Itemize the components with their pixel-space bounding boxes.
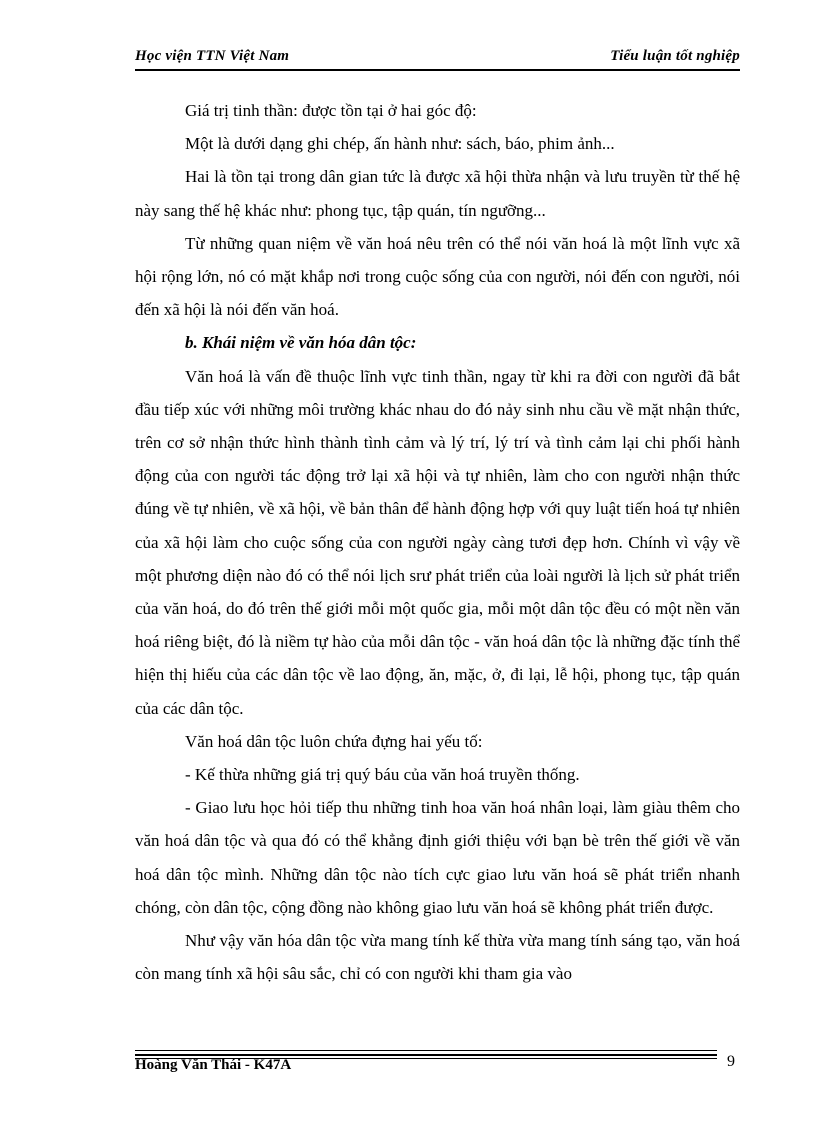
paragraph-8: - Giao lưu học hỏi tiếp thu những tinh hoa văn hoá nhân loại, làm giàu thêm cho văn hoá dân tộc và qua đó có thể khẳng định giới thiệu với bạn bè trên thế giới về văn hoá dân tộc mình. Những dân tộc nào tích cực giao lưu văn hoá sẽ phát triển nhanh chóng, còn dân tộc, cộng đồng nào không giao lưu văn hoá sẽ không phát triển được. (135, 798, 740, 917)
section-heading-b: b. Khái niệm về văn hóa dân tộc: (185, 333, 417, 353)
footer-author: Hoàng Văn Thái - K47A (135, 1057, 292, 1073)
paragraph-6: Văn hoá dân tộc luôn chứa đựng hai yếu tố: (185, 731, 483, 751)
paragraph-5: Văn hoá là vấn đề thuộc lĩnh vực tinh thần, ngay từ khi ra đời con người đã bắt đầu tiếp xúc với những môi trường khác nhau do đó nảy sinh nhu cầu về mặt nhận thức, trên cơ sở nhận thức hình thành tình cảm và lý trí, lý trí và tình cảm lại chi phối hành động của con người tác động trở lại xã hội và tự nhiên, làm cho con người nhận thức đúng về tự nhiên, về xã hội, về bản thân để hành động hợp với quy luật tiến hoá tự nhiên của xã hội làm cho cuộc sống của con người ngày càng tươi đẹp hơn. Chính vì vậy về một phương diện nào đó có thể nói lịch srư phát triển của loài người là lịch sử phát triển của văn hoá, do đó trên thế giới mỗi một quốc gia, mỗi một dân tộc đều có một nền văn hoá riêng biệt, đó là niềm tự hào của mỗi dân tộc - văn hoá dân tộc là những đặc tính thể hiện thị hiếu của các dân tộc về lao động, ăn, mặc, ở, đi lại, lễ hội, phong tục, tập quán của các dân tộc. (135, 366, 740, 718)
header-institution: Học viện TTN Việt Nam (135, 48, 290, 64)
paragraph-2: Một là dưới dạng ghi chép, ấn hành như: sách, báo, phim ảnh... (185, 134, 615, 154)
paragraph-4: Từ những quan niệm về văn hoá nêu trên có thể nói văn hoá là một lĩnh vực xã hội rộng lớn, nó có mặt khắp nơi trong cuộc sống của con người, nói đến con người, nói đến xã hội là nói đến văn hoá. (135, 233, 740, 320)
page-number: 9 (727, 1053, 735, 1070)
paragraph-7: - Kế thừa những giá trị quý báu của văn hoá truyền thống. (185, 765, 580, 785)
page-body (135, 94, 740, 990)
page-header (135, 48, 740, 70)
paragraph-3: Hai là tồn tại trong dân gian tức là được xã hội thừa nhận và lưu truyền từ thế hệ này sang thế hệ khác như: phong tục, tập quán, tín ngưỡng... (135, 167, 740, 220)
paragraph-1: Giá trị tinh thần: được tồn tại ở hai góc độ: (185, 101, 477, 120)
paragraph-9: Như vậy văn hóa dân tộc vừa mang tính kế thừa vừa mang tính sáng tạo, văn hoá còn mang tính xã hội sâu sắc, chỉ có con người khi tham gia vào (135, 931, 740, 984)
header-document-type: Tiểu luận tốt nghiệp (610, 48, 740, 64)
header-divider (135, 69, 740, 71)
footer-divider-middle (135, 1054, 717, 1056)
footer-divider-top (135, 1050, 717, 1051)
